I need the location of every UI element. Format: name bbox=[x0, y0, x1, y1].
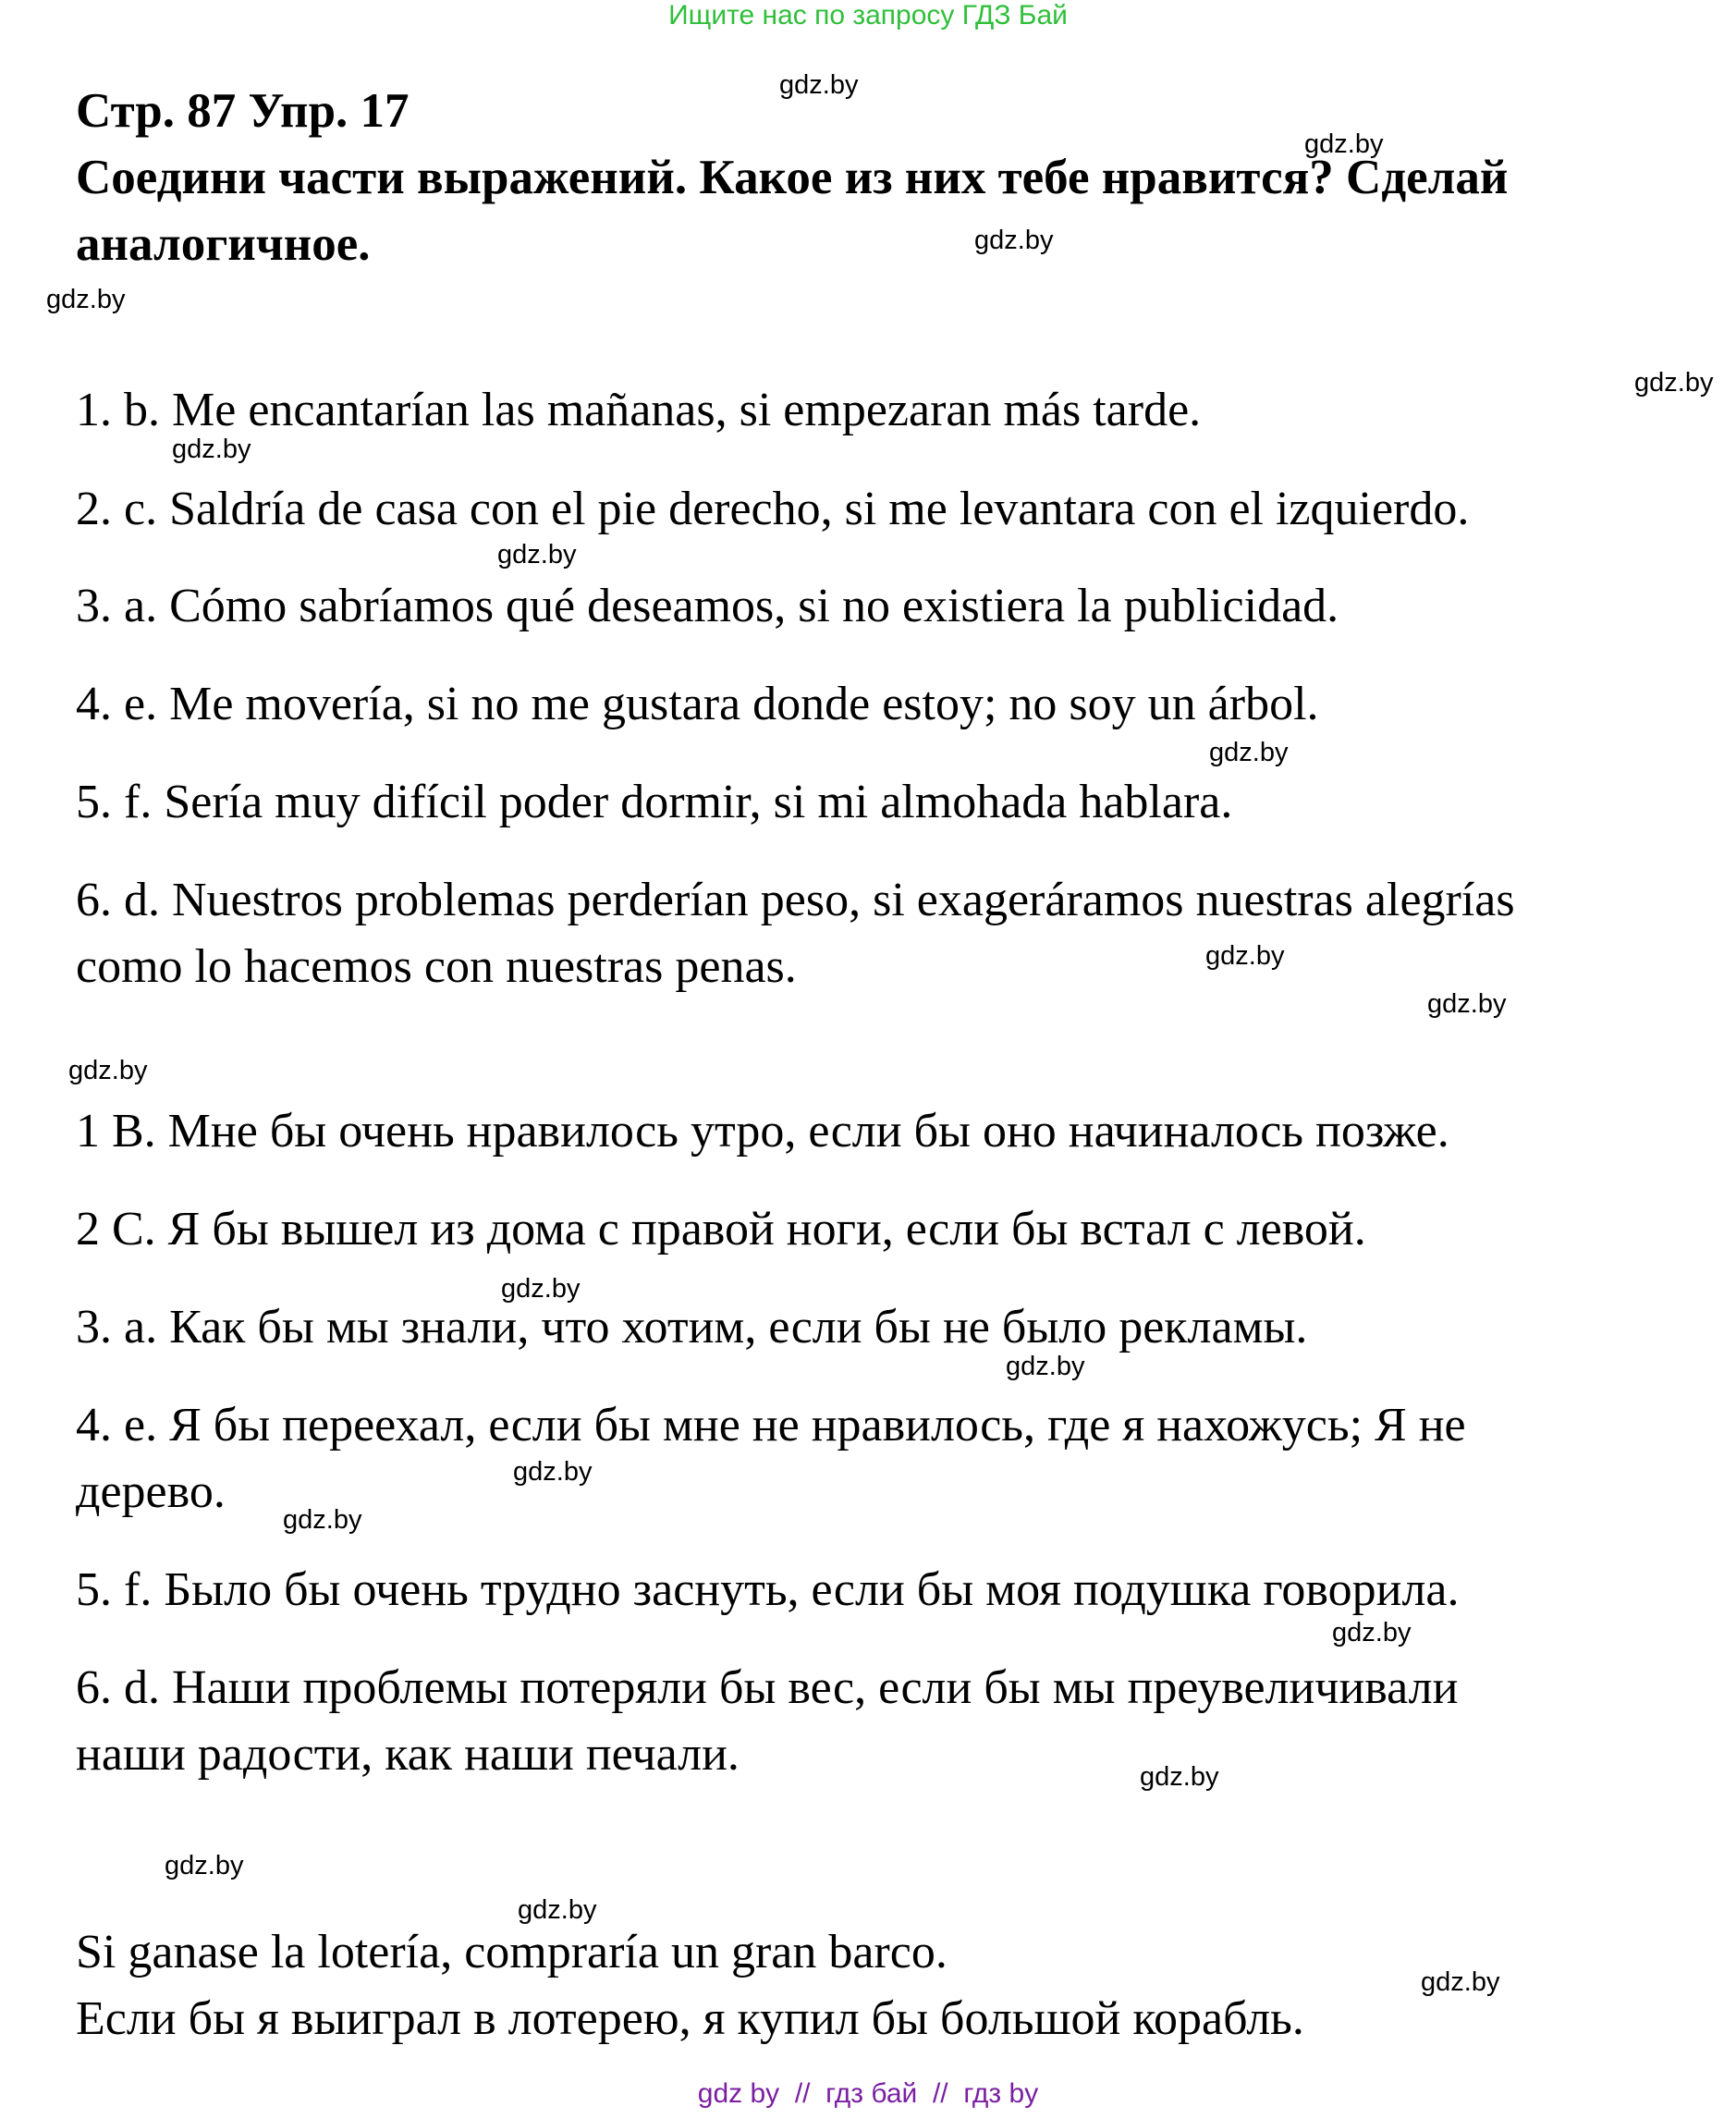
russian-line-5: 5. f. Было бы очень трудно заснуть, если бы моя подушка говорила. bbox=[76, 1563, 1460, 1616]
watermark: gdz.by bbox=[165, 1851, 244, 1880]
spanish-line-4: 4. e. Me movería, si no me gustara donde estoy; no soy un árbol. bbox=[76, 678, 1319, 730]
watermark: gdz.by bbox=[1304, 129, 1384, 159]
spanish-line-6-cont: como lo hacemos con nuestras penas. bbox=[76, 940, 797, 993]
spanish-line-1: 1. b. Me encantarían las mañanas, si empezaran más tarde. bbox=[76, 384, 1202, 436]
spanish-line-6: 6. d. Nuestros problemas perderían peso, si exageráramos nuestras alegrías bbox=[76, 874, 1515, 926]
top-banner: Ищите нас по запросу ГДЗ Бай bbox=[668, 0, 1068, 31]
watermark: gdz.by bbox=[46, 285, 126, 314]
watermark: gdz.by bbox=[68, 1056, 148, 1085]
watermark: gdz.by bbox=[1332, 1618, 1412, 1647]
spanish-line-5: 5. f. Sería muy difícil poder dormir, si mi almohada hablara. bbox=[76, 776, 1233, 828]
russian-line-4-cont: дерево. bbox=[76, 1465, 226, 1518]
russian-line-6-cont: наши радости, как наши печали. bbox=[76, 1728, 740, 1781]
watermark: gdz.by bbox=[779, 70, 859, 100]
russian-line-6: 6. d. Наши проблемы потеряли бы вес, если бы мы преувеличивали bbox=[76, 1661, 1459, 1714]
russian-line-3: 3. a. Как бы мы знали, что хотим, если бы не было рекламы. bbox=[76, 1301, 1308, 1353]
watermark: gdz.by bbox=[1209, 738, 1289, 767]
page-title: Стр. 87 Упр. 17 bbox=[76, 84, 410, 138]
watermark: gdz.by bbox=[1205, 941, 1285, 971]
watermark: gdz.by bbox=[518, 1895, 597, 1925]
task-title-line-2: аналогичное. bbox=[76, 217, 371, 271]
watermark: gdz.by bbox=[501, 1274, 581, 1304]
example-spanish: Si ganase la lotería, compraría un gran barco. bbox=[76, 1926, 947, 1978]
watermark: gdz.by bbox=[497, 540, 577, 570]
watermark: gdz.by bbox=[513, 1457, 593, 1487]
watermark: gdz.by bbox=[283, 1505, 362, 1535]
watermark: gdz.by bbox=[1140, 1762, 1219, 1792]
watermark: gdz.by bbox=[172, 435, 251, 464]
spanish-line-3: 3. a. Cómo sabríamos qué deseamos, si no existiera la publicidad. bbox=[76, 580, 1339, 632]
footer-links: gdz by // гдз бай // гдз by bbox=[697, 2078, 1039, 2109]
task-title-line-1: Соедини части выражений. Какое из них тебе нравится? Сделай bbox=[76, 151, 1509, 204]
russian-line-4: 4. e. Я бы переехал, если бы мне не нравилось, где я нахожусь; Я не bbox=[76, 1399, 1466, 1451]
spanish-line-2: 2. c. Saldría de casa con el pie derecho, si me levantara con el izquierdo. bbox=[76, 483, 1470, 535]
watermark: gdz.by bbox=[1427, 989, 1507, 1019]
russian-line-2: 2 C. Я бы вышел из дома с правой ноги, если бы встал с левой. bbox=[76, 1203, 1366, 1255]
russian-line-1: 1 B. Мне бы очень нравилось утро, если бы оно начиналось позже. bbox=[76, 1105, 1449, 1157]
example-russian: Если бы я выиграл в лотерею, я купил бы большой корабль. bbox=[76, 1992, 1304, 2045]
watermark: gdz.by bbox=[974, 226, 1054, 255]
watermark: gdz.by bbox=[1006, 1352, 1085, 1381]
watermark: gdz.by bbox=[1634, 368, 1714, 398]
watermark: gdz.by bbox=[1421, 1967, 1500, 1997]
